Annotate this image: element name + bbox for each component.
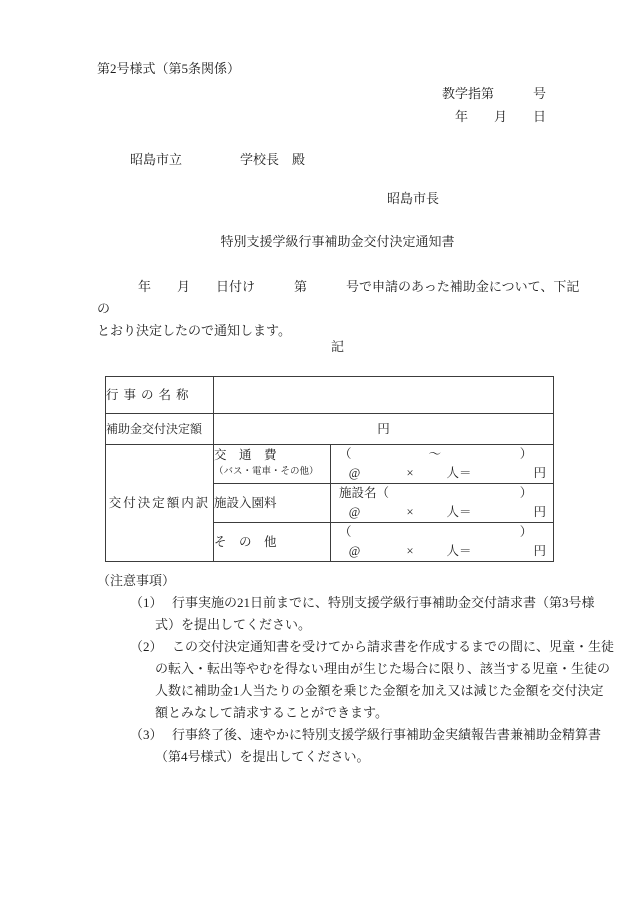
note-number: （3） (130, 727, 163, 742)
note-line: 額とみなして請求することができます。 (155, 705, 388, 720)
note-line: の転入・転出等やむを得ない理由が生じた場合に限り、該当する児童・生徒の (155, 661, 611, 676)
facility-detail-line2 (331, 503, 553, 522)
facility-item-cell (214, 484, 331, 523)
note-item-3 (97, 724, 602, 768)
people-equals: 人＝ (446, 544, 472, 558)
facility-detail-cell (331, 484, 554, 523)
transport-detail-line1 (331, 445, 553, 464)
note-line: 式）を提出してください。 (155, 617, 312, 632)
multiply-sign: × (406, 505, 414, 519)
paren-open: （ (339, 525, 352, 539)
other-item-cell (214, 523, 331, 562)
paren-close: ） (519, 525, 533, 539)
other-detail-line2 (331, 542, 553, 561)
grant-amount-value: 円 (214, 414, 554, 445)
people-equals: 人＝ (446, 505, 472, 519)
note-number: （2） (130, 639, 163, 654)
table-row-event-name (106, 377, 554, 414)
note-line (97, 636, 615, 658)
note-item-2 (97, 636, 615, 724)
table-row-grant-amount (106, 414, 554, 445)
transport-detail-line2 (331, 464, 553, 483)
other-detail-cell (331, 523, 554, 562)
facility-name-open: 施設名（ (339, 486, 390, 500)
body-line-1: 年 月 日付け 第 号で申請のあった補助金について、下記の (97, 279, 580, 316)
yen-label: 円 (533, 505, 546, 519)
addressee-line (130, 149, 305, 171)
document-number-line: 教学指第 号 (441, 86, 546, 101)
paren-close: ） (519, 447, 533, 461)
form-number: 第2号様式（第5条関係） (97, 61, 241, 76)
paren-open: （ (339, 447, 352, 461)
note-line (97, 592, 595, 614)
multiply-sign: × (406, 466, 414, 480)
transport-item-cell (214, 445, 331, 484)
range-tilde: ～ (428, 447, 442, 461)
transport-detail-cell (331, 445, 554, 484)
note-text: 行事終了後、速やかに特別支援学級行事補助金実績報告書兼補助金精算書 (172, 727, 602, 742)
note-line: 人数に補助金1人当たりの金額を乗じた金額を加え又は減じた金額を交付決定 (155, 683, 604, 698)
multiply-sign: × (406, 544, 414, 558)
paren-close: ） (519, 486, 533, 500)
yen-label: 円 (533, 544, 546, 558)
note-line: （第4号様式）を提出してください。 (155, 749, 370, 764)
table-row-transport (106, 445, 554, 484)
other-item-name: そ の 他 (214, 534, 277, 549)
transport-item-name: 交 通 費 (214, 448, 277, 462)
grant-amount-label: 補助金交付決定額 (106, 414, 214, 445)
event-name-value (214, 377, 554, 414)
facility-detail-line1 (331, 484, 553, 503)
note-line (97, 724, 602, 746)
document-number-block (442, 82, 546, 128)
note-number: （1） (130, 595, 163, 610)
unit-price-at: @ (348, 544, 361, 558)
notes-section (97, 570, 615, 768)
ki-marker: 記 (330, 339, 344, 354)
addressee-suffix: 学校長 殿 (240, 152, 306, 167)
note-item-1 (97, 592, 595, 636)
body-line-2: とおり決定したので通知します。 (97, 323, 291, 338)
facility-item-name: 施設入園料 (214, 495, 277, 510)
note-text: 行事実施の21日前までに、特別支援学級行事補助金交付請求書（第3号様 (172, 595, 595, 610)
body-paragraph (97, 276, 587, 342)
addressee-prefix: 昭島市立 (130, 152, 183, 167)
breakdown-label: 交付決定額内訳 (106, 445, 214, 562)
other-detail-line1 (331, 523, 553, 542)
yen-label: 円 (533, 466, 546, 480)
date-line: 年 月 日 (454, 109, 546, 124)
grant-decision-table (105, 376, 554, 562)
notes-heading: （注意事項） (97, 573, 176, 588)
unit-price-at: @ (348, 505, 361, 519)
event-name-label: 行事の名称 (106, 377, 214, 414)
sender-name: 昭島市長 (387, 191, 440, 206)
transport-item-note: （バス・電車・その他） (214, 467, 319, 477)
unit-price-at: @ (348, 466, 361, 480)
document-title: 特別支援学級行事補助金交付決定通知書 (220, 234, 455, 249)
note-text: この交付決定通知書を受けてから請求書を作成するまでの間に、児童・生徒 (172, 639, 615, 654)
people-equals: 人＝ (446, 466, 472, 480)
